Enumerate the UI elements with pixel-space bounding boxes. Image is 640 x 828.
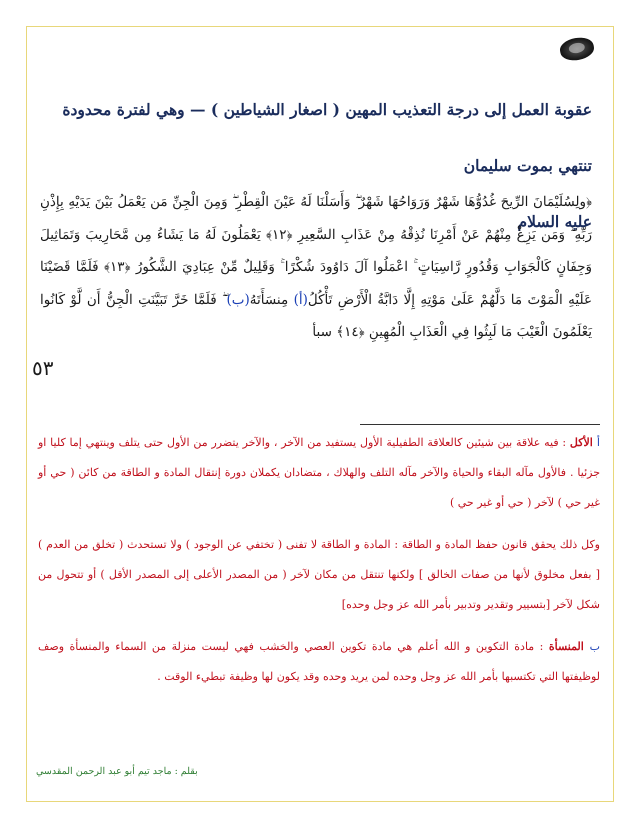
logo-icon [556, 34, 600, 64]
footnote-a [38, 428, 600, 518]
heading-line-1: عقوبة العمل إلى درجة التعذيب المهين ( اصغار الشياطين ) — وهي لفترة محدودة تنتهي بموت سليمان [62, 100, 592, 175]
page-number: ٥٣ [32, 356, 54, 380]
footnotes [38, 428, 600, 704]
verses-part-2: ۖ فَلَمَّا خَرَّ تَبَيَّنَتِ الْجِنُّ أَن لَّوْ كَانُوا يَعْلَمُونَ الْغَيْبَ مَا لَبِثُوا فِي الْعَذَابِ الْمُهِينِ ﴿١٤﴾ سبأ [40, 291, 592, 340]
footnote-a-text: : فيه علاقة بين شيئين كالعلاقة الطفيلية الأول يستفيد من الآخر ، والآخر يتضرر من الأول حتى يتلف وينتهي إما كليا او جزئيا . فالأول مآله البقاء والحياة والآخر مآله التلف والهلاك ، متضادان يكملان دورة إنتقال المادة و الطاقة من كائن ( حي أو غير حي ) لآخر ( حي أو غير حي ) [38, 436, 600, 509]
footnote-a-term: الأكل [569, 436, 597, 449]
heading-line-2: عليه السلام [517, 212, 592, 231]
verses-part-1: ﴿ولِسُلَيْمَانَ الرِّيحَ غُدُوُّهَا شَهْرٌ وَرَوَاحُهَا شَهْرٌ ۖ وَأَسَلْنَا لَهُ عَيْنَ الْقِطْرِ ۖ وَمِنَ الْجِنِّ مَن يَعْمَلُ بَيْنَ يَدَيْهِ بِإِذْنِ رَبِّهِ ۖ وَمَن يَزِغْ مِنْهُمْ عَنْ أَمْرِنَا نُذِقْهُ مِنْ عَذَابِ السَّعِيرِ ﴿١٢﴾ يَعْمَلُونَ لَهُ مَا يَشَاءُ مِن مَّحَارِيبَ وَتَمَاثِيلَ وَجِفَانٍ كَالْجَوَابِ وَقُدُورٍ رَّاسِيَاتٍ ۚ اعْمَلُوا آلَ دَاوُودَ شُكْرًا ۚ وَقَلِيلٌ مِّنْ عِبَادِيَ الشَّكُورُ ﴿١٣﴾ فَلَمَّا قَضَيْنَا عَلَيْهِ الْمَوْتَ مَا دَلَّهُمْ عَلَىٰ مَوْتِهِ إِلَّا دَابَّةُ الْأَرْضِ تَأْكُلُ [40, 194, 593, 308]
author-signature: بقلم : ماجد تيم أبو عبد الرحمن المقدسي [36, 766, 198, 777]
footnote-mark-b[interactable]: (ب) [226, 291, 250, 308]
footnote-b-text: : مادة التكوين و الله أعلم هي مادة تكوين العصي والخشب فهي ليست منزلة من السماء والمنسأة وصف لوظيفتها التي تكتسبها بأمر الله عز وجل وحده لمن يريد وحده وقد يكون لها وظيفة تبطيء الوقت . [38, 640, 600, 683]
footnote-b [38, 632, 600, 692]
footnote-separator [360, 424, 600, 425]
quran-verses [40, 186, 592, 349]
footnote-b-term: المنسأة [548, 640, 590, 653]
verses-word-minsaatah: مِنسَأَتَهُ [249, 291, 294, 308]
footnote-conservation: وكل ذلك يحقق قانون حفظ المادة و الطاقة : المادة و الطاقة لا تفنى ( تختفي عن الوجود ) ولا تستحدث ( تخلق من العدم ) [ بفعل مخلوق لأنها من صفات الخالق ] ولكنها تنتقل من مكان لآخر ( من المصدر الأعلى إلى المصدر الأقل ) أو تتحول من شكل لآخر [بتسيير وتقدير وتدبير بأمر الله عز وجل وحده] [38, 538, 600, 611]
footnote-mark-a[interactable]: (أ) [293, 291, 308, 308]
footnote-b-letter: ب [589, 640, 601, 653]
footnote-a-letter: أ [596, 436, 600, 449]
